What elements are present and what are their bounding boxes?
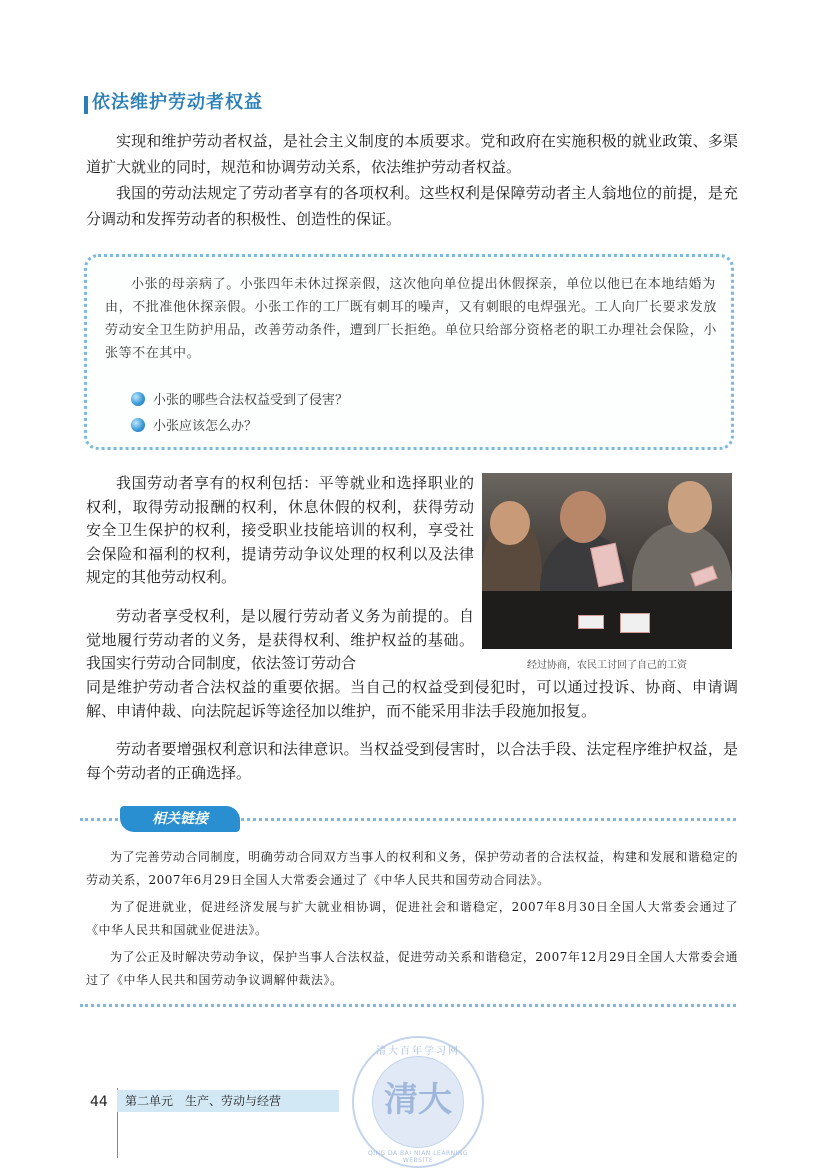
related-link-dispute-law: 为了公正及时解决劳动争议，保护当事人合法权益，促进劳动关系和谐稳定，2007年12月29日全国人大常委会通过了《中华人民共和国劳动争议调解仲裁法》。 <box>86 950 738 987</box>
case-question-1 <box>131 389 348 408</box>
title-accent-bar <box>84 96 88 114</box>
case-question-1-text: 小张的哪些合法权益受到了侵害？ <box>153 393 349 408</box>
paragraph-labor-law: 我国的劳动法规定了劳动者享有的各项权利。这些权利是保障劳动者主人翁地位的前提，是充分调动和发挥劳动者的积极性、创造性的保证。 <box>86 184 738 228</box>
stamp-bottom-text: QING DA BAI NIAN LEARNING WEBSITE <box>367 1150 469 1164</box>
related-link-employment-law: 为了促进就业，促进经济发展与扩大就业相协调，促进社会和谐稳定，2007年8月30日全国人大常委会通过了《中华人民共和国就业促进法》。 <box>86 900 738 937</box>
related-links-bottom-divider <box>80 1004 736 1007</box>
bullet-icon <box>131 392 145 406</box>
bullet-icon <box>131 418 145 432</box>
paragraph-obligations-cont: 同是维护劳动者合法权益的重要依据。当自己的权益受到侵犯时，可以通过投诉、协商、申请调解、申请仲裁、向法院起诉等途径加以维护，而不能采用非法手段施加报复。 <box>86 678 738 720</box>
paragraph-rights-intro: 实现和维护劳动者权益，是社会主义制度的本质要求。党和政府在实施积极的就业政策、多渠道扩大就业的同时，规范和协调劳动关系，依法维护劳动者权益。 <box>86 132 738 176</box>
related-links-tag: 相关链接 <box>120 806 240 832</box>
section-title: 依法维护劳动者权益 <box>92 92 263 113</box>
paragraph-obligations: 劳动者享受权利，是以履行劳动者义务为前提的。自觉地履行劳动者的义务，是获得权利、维护权益的基础。我国实行劳动合同制度，依法签订劳动合 <box>86 607 474 672</box>
case-question-2-text: 小张应该怎么办？ <box>153 419 258 434</box>
stamp-logo-icon: 清大 <box>384 1080 452 1120</box>
photo-caption: 经过协商，农民工讨回了自己的工资 <box>527 660 687 671</box>
paragraph-worker-rights: 我国劳动者享有的权利包括：平等就业和选择职业的权利，取得劳动报酬的权利，休息休假的权利，获得劳动安全卫生保护的权利，接受职业技能培训的权利，享受社会保险和福利的权利，提请劳动争议处理的权利以及法律规定的其他劳动权利。 <box>86 474 474 586</box>
watermark-stamp <box>352 1036 484 1168</box>
paragraph-awareness: 劳动者要增强权利意识和法律意识。当权益受到侵害时，以合法手段、法定程序维护权益，是每个劳动者的正确选择。 <box>86 740 738 782</box>
stamp-top-text: 清大百年学习网 <box>376 1046 460 1057</box>
page-number: 44 <box>90 1094 108 1110</box>
unit-label: 第二单元 生产、劳动与经营 <box>117 1090 339 1112</box>
related-link-contract-law: 为了完善劳动合同制度，明确劳动合同双方当事人的权利和义务，保护劳动者的合法权益，构建和发展和谐稳定的劳动关系，2007年6月29日全国人大常委会通过了《中华人民共和国劳动合同法》。 <box>86 850 738 887</box>
case-question-2 <box>131 415 257 434</box>
case-study-box <box>84 254 734 450</box>
case-study-text: 小张的母亲病了。小张四年未休过探亲假，这次他向单位提出休假探亲，单位以他已在本地结婚为由，不批准他休探亲假。小张工作的工厂既有刺耳的噪声，又有刺眼的电焊强光。工人向厂长要求发放劳动安全卫生防护用品，改善劳动条件，遭到厂长拒绝。单位只给部分资格老的职工办理社会保险，小张等不在其中。 <box>105 277 718 361</box>
photo-workers-wages <box>482 473 732 649</box>
